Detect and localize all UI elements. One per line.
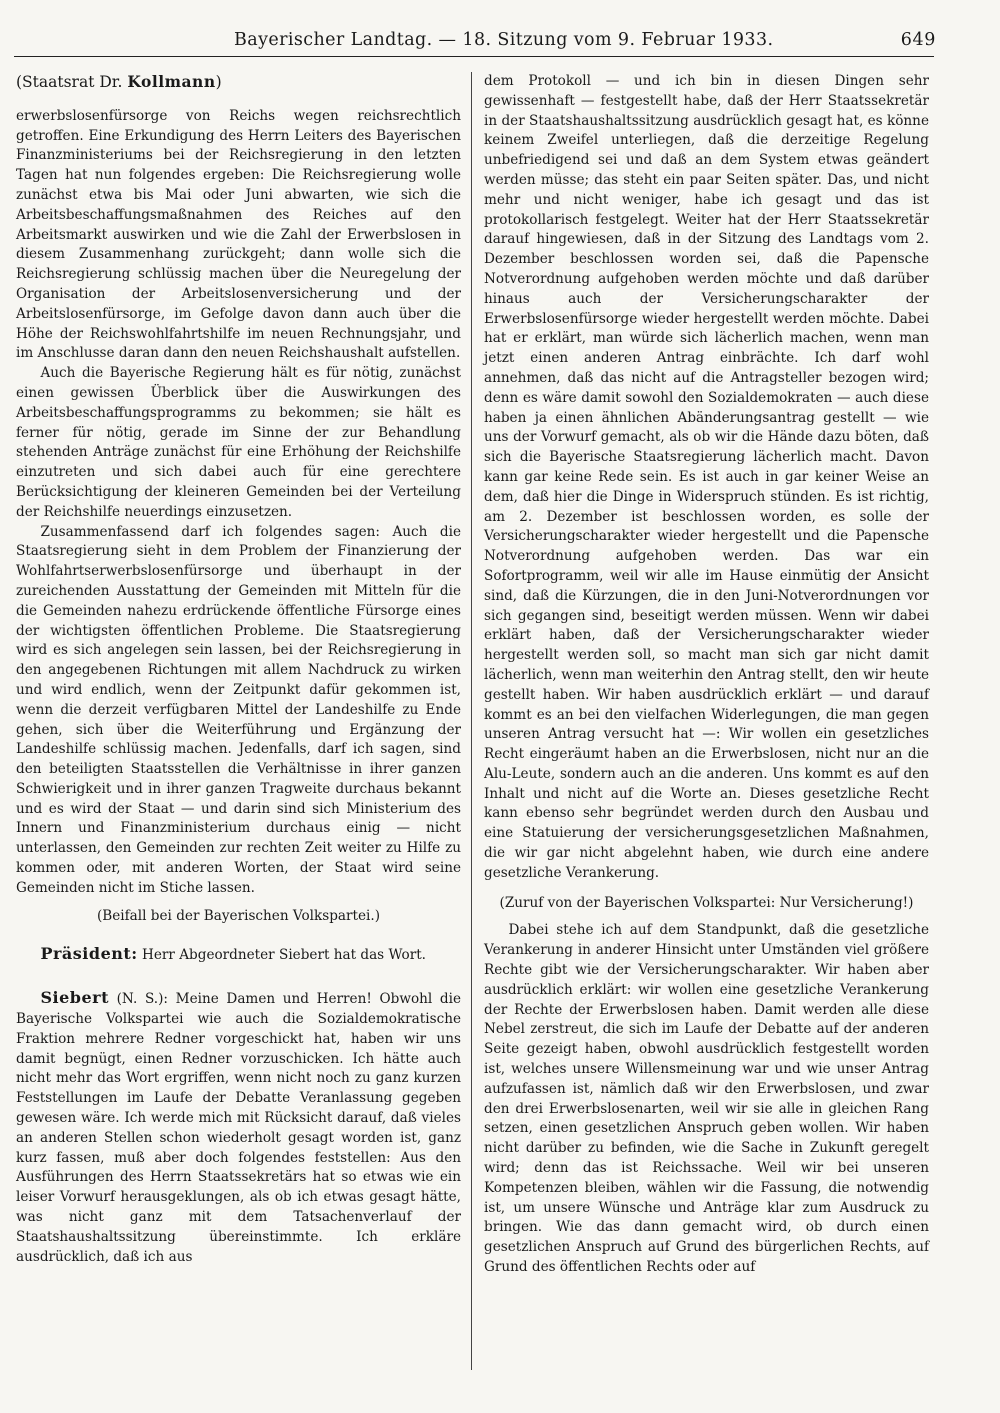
- spacer: [16, 966, 461, 988]
- continued-speaker-prefix: (Staatsrat Dr.: [16, 73, 128, 91]
- speech-text: Meine Damen und Herren! Obwohl die Bayerische Volkspartei wie auch die Sozialdemokratische Fraktion mehrere Redner vorgeschickt hat, haben wir uns damit begnügt, einen Redner vorzuschicken. Ich hätte auch nicht mehr das Wort ergriffen, wenn nicht noch zu ganz kurzen Feststellungen im Laufe der Debatte Veranlassung gegeben gewesen wäre. Ich werde mich mit Rücksicht darauf, daß vieles an anderen Stellen schon wiederholt gesagt worden ist, ganz kurz fassen, muß aber doch folgendes feststellen: Aus den Ausführungen des Herrn Staatssekretärs hat so etwas wie ein leiser Vorwurf herausgeklungen, als ob ich etwas gesagt hätte, was nicht ganz mit dem Tatsachenverlauf der Staatshaushaltssitzung übereinstimmte. Ich erkläre ausdrücklich, daß ich aus: [16, 991, 461, 1265]
- speaker-party: (N. S.):: [108, 991, 168, 1008]
- right-column: [484, 72, 929, 1278]
- continued-speaker-name: Kollmann: [127, 72, 216, 91]
- president-text: Herr Abgeordneter Siebert hat das Wort.: [137, 947, 426, 964]
- paragraph: dem Protokoll — und ich bin in diesen Dingen sehr gewissenhaft — festgestellt habe, daß der Herr Staatssekretär in der Staatshaushaltssitzung ausdrücklich gesagt hat, es könne keinem Zweifel unterliegen, daß die derzeitige Regelung unbefriedigend sei und daß an dem System etwas geändert werden müsse; das steht ein paar Seiten später. Das, und nicht mehr und nicht weniger, habe ich gesagt und das ist protokollarisch festgelegt. Weiter hat der Herr Staatssekretär darauf hingewiesen, daß in der Sitzung des Landtags vom 2. Dezember beschlossen worden sei, daß die Papensche Notverordnung aufgehoben werden möchte und daß darüber hinaus auch der Versicherungscharakter der Erwerbslosenfürsorge wieder hergestellt werden möchte. Dabei hat er erklärt, man würde sich lächerlich machen, wenn man jetzt einen anderen Antrag einbrächte. Ich darf wohl annehmen, daß das nicht auf die Antragsteller bezogen wird; denn es wäre damit sowohl den Sozialdemokraten — auch diese haben ja einen ähnlichen Abänderungsantrag gestellt — wie uns der Vorwurf gemacht, als ob wir die Hände dazu böten, daß sich die Bayerische Staatsregierung lächerlich macht. Davon kann gar keine Rede sein. Es ist auch in gar keiner Weise an dem, daß hier die Dinge in Widerspruch stünden. Es ist richtig, am 2. Dezember ist beschlossen worden, es solle der Versicherungscharakter wieder hergestellt und die Papensche Notverordnung aufgehoben werden. Das war ein Sofortprogramm, weil wir alle im Hause einmütig der Ansicht sind, daß die Kürzungen, die in den Juni-Notverordnungen vor sich gegangen sind, beseitigt werden müssen. Wenn wir dabei erklärt haben, daß der Versicherungscharakter wieder hergestellt werden soll, so macht man sich gar nicht damit lächerlich, wenn man weiterhin den Antrag stellt, den wir heute gestellt haben. Wir haben ausdrücklich erklärt — und darauf kommt es an bei den vielfachen Widerlegungen, die man gegen unseren Antrag versucht hat —: Wir wollen ein gesetzliches Recht eingeräumt haben an die Erwerbslosen, nicht nur an die Alu-Leute, sondern auch an die anderen. Uns kommt es auf den Inhalt und nicht auf die Worte an. Dieses gesetzliche Recht kann ebenso sehr begründet werden durch den Ausbau und eine Statuierung der versicherungsgesetzlichen Maßnahmen, die wir gar nicht abgelehnt haben, wie durch eine andere gesetzliche Verankerung.: [484, 73, 929, 881]
- siebert-speech: [16, 988, 461, 1267]
- president-label: Präsident:: [40, 944, 138, 964]
- continued-speaker-suffix: ): [215, 73, 222, 91]
- column-divider: [471, 72, 472, 1370]
- paragraph: Zusammenfassend darf ich folgendes sagen: Auch die Staatsregierung sieht in dem Problem der Finanzierung der Wohlfahrtserwerbslosenfürsorge und überhaupt in der zureichenden Ausstattung der Gemeinden mit Mitteln für die die Gemeinden nahezu erdrückende öffentliche Fürsorge eines der wichtigsten öffentlichen Probleme. Die Staatsregierung wird es sich angelegen sein lassen, bei der Reichsregierung in den angegebenen Richtungen mit allem Nachdruck zu wirken und wird endlich, wenn der Zeitpunkt dafür gekommen ist, wenn die derzeit verfügbaren Mittel der Landeshilfe zu Ende gehen, sich über die Weiterführung und Ergänzung der Landeshilfe schlüssig machen. Jedenfalls, darf ich sagen, sind den beteiligten Staatsstellen die Verhältnisse in ihrer ganzen Schwierigkeit und in ihrer ganzen Tragweite durchaus bekannt und es wird der Staat — und darin sind sich Ministerium des Innern und Finanzministerium durchaus einig — nicht unterlassen, den Gemeinden zur rechten Zeit weiter zu Hilfe zu kommen oder, mit anderen Worten, der Staat wird seine Gemeinden nicht im Stiche lassen.: [16, 523, 461, 896]
- header-rule: [14, 56, 934, 57]
- running-title: Bayerischer Landtag. — 18. Sitzung vom 9. Februar 1933.: [234, 30, 774, 50]
- continued-speaker: [16, 72, 461, 93]
- applause-note: (Beifall bei der Bayerischen Volkspartei.): [96, 907, 381, 924]
- paragraph: Dabei stehe ich auf dem Standpunkt, daß die gesetzliche Verankerung in anderer Hinsicht unter Umständen viel größere Rechte gibt wie der Versicherungscharakter. Wir haben aber ausdrücklich erklärt: wir wollen eine gesetzliche Verankerung der Rechte der Erwerbslosen haben. Damit werden alle diese Nebel zerstreut, die sich im Laufe der Debatte auf der anderen Seite gezeigt haben, obwohl ausdrücklich festgestellt worden ist, welches unsere Willensmeinung war und wie unser Antrag aufzufassen ist, nämlich daß wir den Erwerbslosen, und zwar den drei Erwerbslosenarten, weil wir sie alle in gleichen Rang setzen, einen gesetzlichen Anspruch geben wollen. Wir haben nicht darüber zu befinden, wie die Sache in Zukunft geregelt wird; denn das ist Reichssache. Weil wir bei unseren Kompetenzen bleiben, wählen wir die Fassung, die notwendig ist, um unsere Wünsche und Anträge klar zum Ausdruck zu bringen. Wie das dann gemacht wird, ob durch einen gesetzlichen Anspruch auf Grund des bürgerlichen Rechts, auf Grund des öffentlichen Rechts oder auf: [484, 922, 929, 1276]
- page-number: 649: [900, 30, 936, 50]
- paragraph: Auch die Bayerische Regierung hält es für nötig, zunächst einen gewissen Überblick über die Auswirkungen des Arbeitsbeschaffungsprogramms zu bekommen; sie hält es ferner für nötig, gerade im Sinne der zur Behandlung stehenden Anträge zunächst für eine Erhöhung der Reichshilfe einzutreten und sich dabei auch für eine gerechtere Berücksichtigung der kleineren Gemeinden bei der Verteilung der Reichshilfe neuerdings einzusetzen.: [16, 365, 461, 520]
- page-header: [14, 30, 936, 52]
- interjection-note: (Zuruf von der Bayerischen Volkspartei: Nur Versicherung!): [499, 894, 914, 911]
- paragraph: erwerbslosenfürsorge von Reichs wegen reichsrechtlich getroffen. Eine Erkundigung des Herrn Leiters des Bayerischen Finanzministeriums bei der Reichsregierung in den letzten Tagen hat nun folgendes ergeben: Die Reichsregierung wolle zunächst etwa bis Mai oder Juni abwarten, wie sich die Arbeitsbeschaffungsmaßnahmen des Reiches auf den Arbeitsmarkt auswirken und wie die Zahl der Erwerbslosen in diesem Zusammenhang zurückgeht; dann wolle sich die Reichsregierung schlüssig machen über die Neuregelung der Organisation der Arbeitslosenversicherung und der Arbeitslosenfürsorge, im Gefolge davon dann auch über die Höhe der Reichswohlfahrtshilfe im neuen Rechnungsjahr, und im Anschlusse daran dann den neuen Reichshaushalt aufstellen.: [16, 107, 461, 362]
- president-statement: [16, 944, 461, 966]
- left-column: [16, 72, 461, 1267]
- speaker-name-siebert: Siebert: [40, 988, 109, 1008]
